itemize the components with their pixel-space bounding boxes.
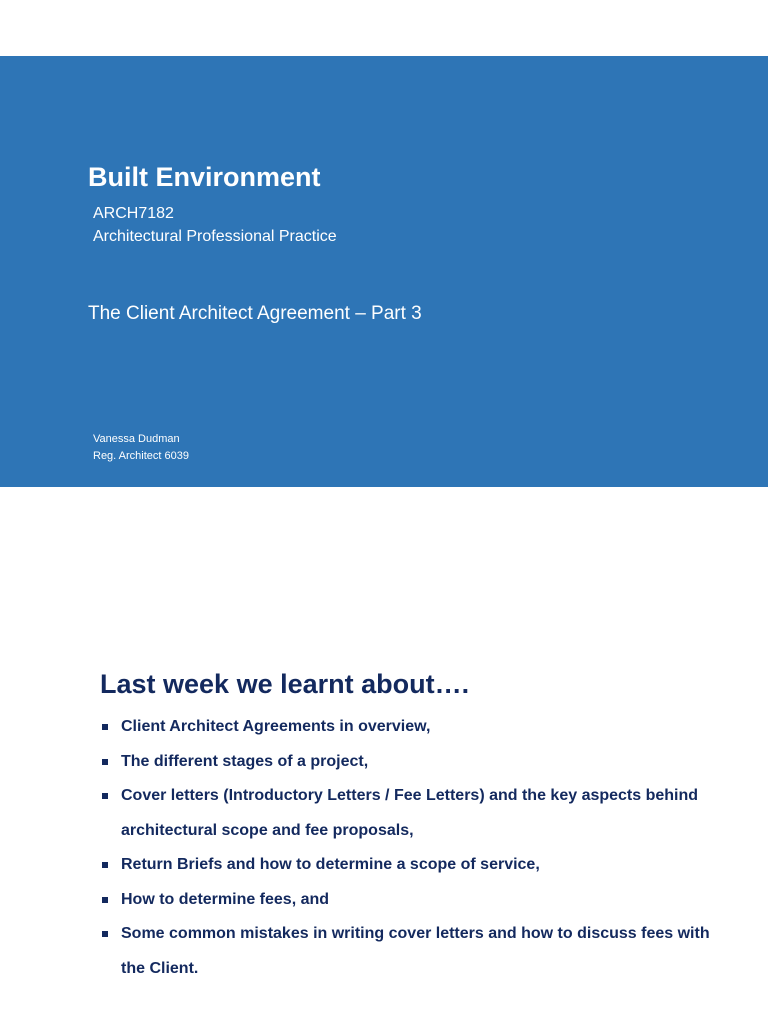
presenter-name: Vanessa Dudman (93, 433, 180, 445)
course-name: Architectural Professional Practice (93, 228, 337, 245)
list-item (0, 779, 768, 848)
lecture-title: The Client Architect Agreement – Part 3 (88, 303, 422, 324)
recap-heading: Last week we learnt about…. (100, 669, 470, 699)
square-bullet-icon (102, 793, 108, 799)
architect-registration: Reg. Architect 6039 (93, 450, 190, 462)
square-bullet-icon (102, 759, 108, 765)
department-title: Built Environment (88, 162, 321, 192)
list-item-text: Cover letters (Introductory Letters / Fee Letters) and the key aspects behind architectural scope and fee proposals, (121, 787, 699, 839)
square-bullet-icon (102, 897, 108, 903)
square-bullet-icon (102, 724, 108, 730)
list-item (0, 883, 768, 918)
course-code: ARCH7182 (93, 205, 174, 222)
list-item-text: How to determine fees, and (121, 890, 330, 908)
list-item (0, 917, 768, 986)
list-item (0, 745, 768, 780)
list-item (0, 848, 768, 883)
recap-list (0, 710, 768, 986)
square-bullet-icon (102, 931, 108, 937)
list-item-text: Some common mistakes in writing cover letters and how to discuss fees with the Client. (121, 925, 710, 977)
list-item-text: The different stages of a project, (121, 752, 369, 770)
list-item-text: Client Architect Agreements in overview, (121, 718, 431, 735)
list-item-text: Return Briefs and how to determine a scope of service, (121, 856, 540, 873)
list-item (0, 710, 768, 745)
square-bullet-icon (102, 862, 108, 868)
recap-slide (0, 640, 768, 1024)
title-slide-banner (0, 56, 768, 487)
